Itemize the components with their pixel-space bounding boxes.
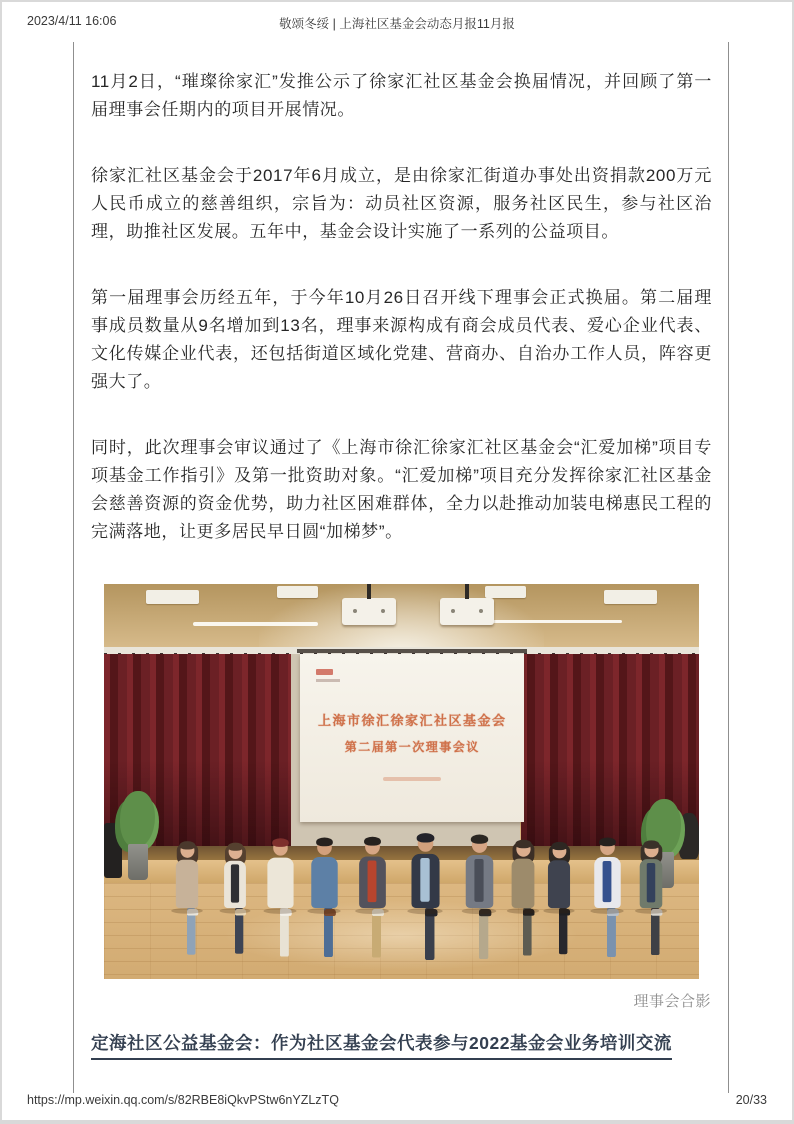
article-body: [74, 42, 728, 1060]
person: [404, 753, 446, 909]
screen-title-line2: 第二届第一次理事会议: [344, 740, 480, 755]
paragraph-3: 第一届理事会历经五年，于今年10月26日召开线下理事会正式换届。第二届理事成员数量从9名增加到13名，理事来源构成有商会成员代表、爱心企业代表、文化传媒企业代表，还包括街道区域化党建、营商办、自治办工作人员，阵容更强大了。: [91, 288, 712, 391]
person: [458, 756, 499, 909]
person: [633, 768, 671, 909]
print-footer: [27, 1093, 767, 1107]
page-number: 20/33: [735, 1093, 767, 1107]
document-title: 敬颂冬绥 | 上海社区基金会动态月报11月报: [279, 17, 515, 31]
person: [169, 770, 206, 910]
person: [352, 761, 392, 910]
print-datetime: 2023/4/11 16:06: [27, 14, 117, 28]
person: [541, 771, 578, 909]
print-header: [27, 14, 767, 30]
photo-caption: 理事会合影: [633, 993, 711, 1010]
content-frame: [73, 42, 729, 1093]
people-row: [104, 584, 699, 979]
next-article-link[interactable]: 定海社区公益基金会：作为社区基金会代表参与2022基金会业务培训交流: [91, 1031, 672, 1060]
person: [305, 762, 344, 909]
paragraph-4: 同时，此次理事会审议通过了《上海市徐汇徐家汇社区基金会“汇爱加梯”项目专项基金工作指引》及第一批资助对象。“汇爱加梯”项目充分发挥徐家汇社区基金会慈善资源的资金优势，助力社区困难群体，全力以赴推动加装电梯惠民工程的完满落地，让更多居民早日圆“加梯梦”。: [91, 438, 712, 541]
group-photo: [104, 584, 699, 979]
screen-title-line1: 上海市徐汇徐家汇社区基金会: [317, 712, 507, 728]
source-url: https://mp.weixin.qq.com/s/82RBE8iQkvPStw6nYZLzTQ: [27, 1093, 339, 1107]
person: [587, 762, 626, 909]
paragraph-1: 11月2日，“璀璨徐家汇”发推公示了徐家汇社区基金会换届情况，并回顾了第一届理事会任期内的项目开展情况。: [91, 72, 712, 119]
paragraph-2: 徐家汇社区基金会于2017年6月成立，是由徐家汇街道办事处出资捐款200万元人民币成立的慈善组织，宗旨为：动员社区资源，服务社区民生，参与社区治理，助推社区发展。五年中，基金会设计实施了一系列的公益项目。: [91, 166, 712, 241]
person: [260, 764, 299, 910]
person: [504, 767, 542, 910]
person: [217, 773, 253, 910]
